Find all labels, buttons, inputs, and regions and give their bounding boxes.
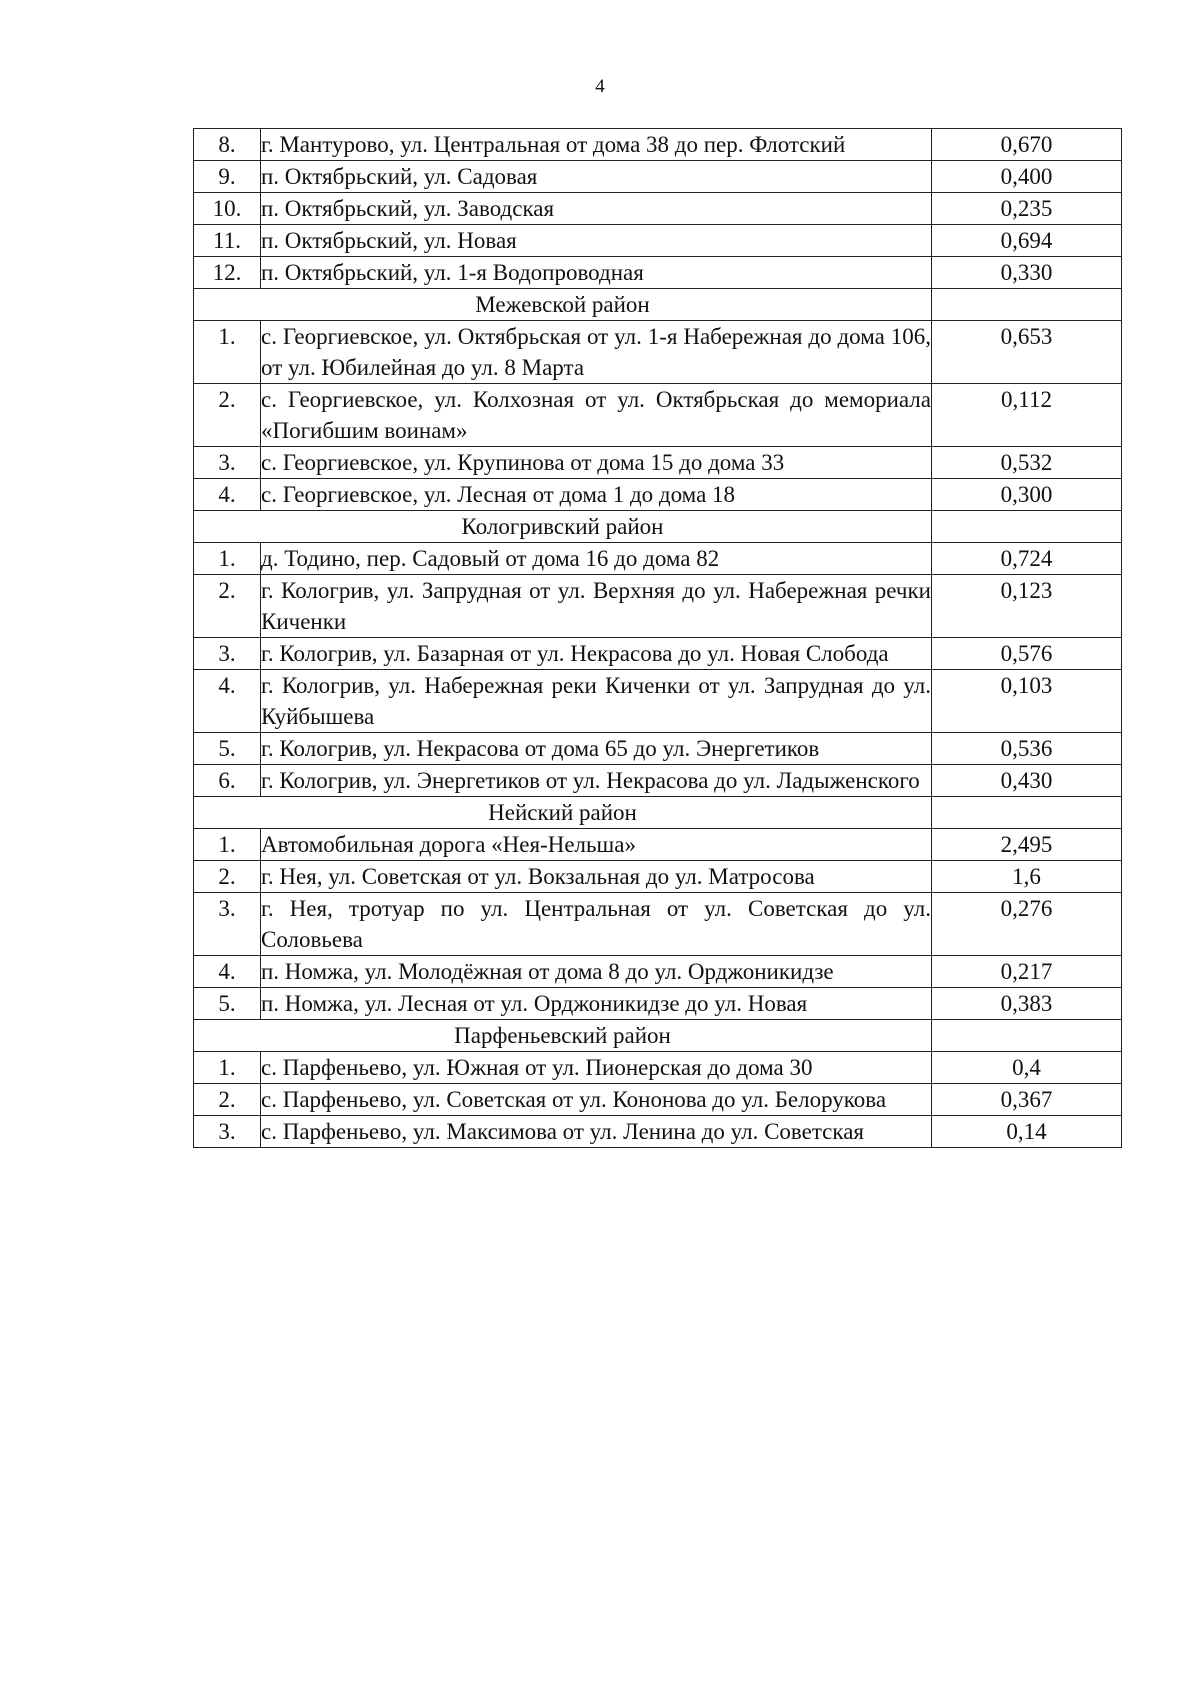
table-row: [194, 384, 1122, 447]
road-length-value: 0,536: [932, 733, 1122, 765]
section-empty-cell: [932, 511, 1122, 543]
row-number: 2.: [194, 384, 261, 447]
row-number: 2.: [194, 1084, 261, 1116]
road-length-value: 0,724: [932, 543, 1122, 575]
table-row: [194, 670, 1122, 733]
road-length-value: 0,14: [932, 1116, 1122, 1148]
table-row: [194, 638, 1122, 670]
road-description: г. Нея, ул. Советская от ул. Вокзальная до ул. Матросова: [261, 861, 932, 893]
road-description: Автомобильная дорога «Нея-Нельша»: [261, 829, 932, 861]
row-number: 11.: [194, 225, 261, 257]
row-number: 1.: [194, 829, 261, 861]
road-description: п. Октябрьский, ул. Новая: [261, 225, 932, 257]
section-title: Нейский район: [194, 797, 932, 829]
road-description: п. Октябрьский, ул. Заводская: [261, 193, 932, 225]
road-length-value: 0,383: [932, 988, 1122, 1020]
road-description: г. Кологрив, ул. Базарная от ул. Некрасова до ул. Новая Слобода: [261, 638, 932, 670]
road-length-value: 0,276: [932, 893, 1122, 956]
road-length-value: 0,367: [932, 1084, 1122, 1116]
table-row: [194, 1052, 1122, 1084]
road-description: с. Георгиевское, ул. Лесная от дома 1 до дома 18: [261, 479, 932, 511]
table-row: [194, 479, 1122, 511]
road-length-value: 0,4: [932, 1052, 1122, 1084]
table-row: [194, 129, 1122, 161]
table-row: [194, 161, 1122, 193]
table-row: [194, 575, 1122, 638]
table-row: [194, 1116, 1122, 1148]
table-row: [194, 321, 1122, 384]
row-number: 5.: [194, 733, 261, 765]
road-description: г. Нея, тротуар по ул. Центральная от ул. Советская до ул. Соловьева: [261, 893, 932, 956]
row-number: 12.: [194, 257, 261, 289]
road-length-value: 0,576: [932, 638, 1122, 670]
row-number: 2.: [194, 575, 261, 638]
section-empty-cell: [932, 797, 1122, 829]
road-description: г. Кологрив, ул. Набережная реки Киченки от ул. Запрудная до ул. Куйбышева: [261, 670, 932, 733]
road-description: с. Парфеньево, ул. Южная от ул. Пионерская до дома 30: [261, 1052, 932, 1084]
road-length-value: 0,694: [932, 225, 1122, 257]
table-row: [194, 1084, 1122, 1116]
road-description: п. Октябрьский, ул. 1-я Водопроводная: [261, 257, 932, 289]
page-number: 4: [595, 76, 605, 97]
section-header-row: [194, 797, 1122, 829]
row-number: 1.: [194, 543, 261, 575]
section-header-row: [194, 1020, 1122, 1052]
road-description: с. Парфеньево, ул. Максимова от ул. Ленина до ул. Советская: [261, 1116, 932, 1148]
road-description: с. Георгиевское, ул. Октябрьская от ул. 1-я Набережная до дома 106, от ул. Юбилейная до ул. 8 Марта: [261, 321, 932, 384]
row-number: 6.: [194, 765, 261, 797]
table-row: [194, 861, 1122, 893]
road-description: с. Георгиевское, ул. Колхозная от ул. Октябрьская до мемориала «Погибшим воинам»: [261, 384, 932, 447]
road-length-value: 0,430: [932, 765, 1122, 797]
section-empty-cell: [932, 1020, 1122, 1052]
roads-table-body: [194, 129, 1122, 1148]
road-length-value: 0,330: [932, 257, 1122, 289]
row-number: 9.: [194, 161, 261, 193]
road-length-value: 0,123: [932, 575, 1122, 638]
road-description: г. Кологрив, ул. Запрудная от ул. Верхняя до ул. Набережная речки Киченки: [261, 575, 932, 638]
table-row: [194, 956, 1122, 988]
row-number: 3.: [194, 638, 261, 670]
road-description: с. Георгиевское, ул. Крупинова от дома 15 до дома 33: [261, 447, 932, 479]
row-number: 3.: [194, 1116, 261, 1148]
table-row: [194, 829, 1122, 861]
road-length-value: 0,670: [932, 129, 1122, 161]
table-row: [194, 543, 1122, 575]
row-number: 4.: [194, 956, 261, 988]
table-row: [194, 447, 1122, 479]
road-description: п. Номжа, ул. Молодёжная от дома 8 до ул. Орджоникидзе: [261, 956, 932, 988]
road-description: п. Октябрьский, ул. Садовая: [261, 161, 932, 193]
table-row: [194, 225, 1122, 257]
row-number: 1.: [194, 1052, 261, 1084]
table-row: [194, 257, 1122, 289]
row-number: 10.: [194, 193, 261, 225]
row-number: 4.: [194, 670, 261, 733]
road-description: г. Кологрив, ул. Некрасова от дома 65 до ул. Энергетиков: [261, 733, 932, 765]
road-length-value: 0,300: [932, 479, 1122, 511]
road-length-value: 0,532: [932, 447, 1122, 479]
road-length-value: 0,103: [932, 670, 1122, 733]
section-title: Межевской район: [194, 289, 932, 321]
row-number: 2.: [194, 861, 261, 893]
row-number: 4.: [194, 479, 261, 511]
table-row: [194, 193, 1122, 225]
road-length-value: 0,217: [932, 956, 1122, 988]
road-description: г. Кологрив, ул. Энергетиков от ул. Некрасова до ул. Ладыженского: [261, 765, 932, 797]
section-header-row: [194, 289, 1122, 321]
row-number: 3.: [194, 893, 261, 956]
section-title: Кологривский район: [194, 511, 932, 543]
section-title: Парфеньевский район: [194, 1020, 932, 1052]
section-empty-cell: [932, 289, 1122, 321]
road-description: с. Парфеньево, ул. Советская от ул. Кононова до ул. Белорукова: [261, 1084, 932, 1116]
road-length-value: 1,6: [932, 861, 1122, 893]
road-description: п. Номжа, ул. Лесная от ул. Орджоникидзе до ул. Новая: [261, 988, 932, 1020]
road-length-value: 0,235: [932, 193, 1122, 225]
table-row: [194, 765, 1122, 797]
roads-table: [193, 128, 1122, 1148]
road-length-value: 0,400: [932, 161, 1122, 193]
road-description: г. Мантурово, ул. Центральная от дома 38 до пер. Флотский: [261, 129, 932, 161]
row-number: 5.: [194, 988, 261, 1020]
table-row: [194, 893, 1122, 956]
row-number: 8.: [194, 129, 261, 161]
road-length-value: 2,495: [932, 829, 1122, 861]
table-row: [194, 988, 1122, 1020]
road-length-value: 0,112: [932, 384, 1122, 447]
road-length-value: 0,653: [932, 321, 1122, 384]
table-row: [194, 733, 1122, 765]
section-header-row: [194, 511, 1122, 543]
row-number: 1.: [194, 321, 261, 384]
row-number: 3.: [194, 447, 261, 479]
road-description: д. Тодино, пер. Садовый от дома 16 до дома 82: [261, 543, 932, 575]
